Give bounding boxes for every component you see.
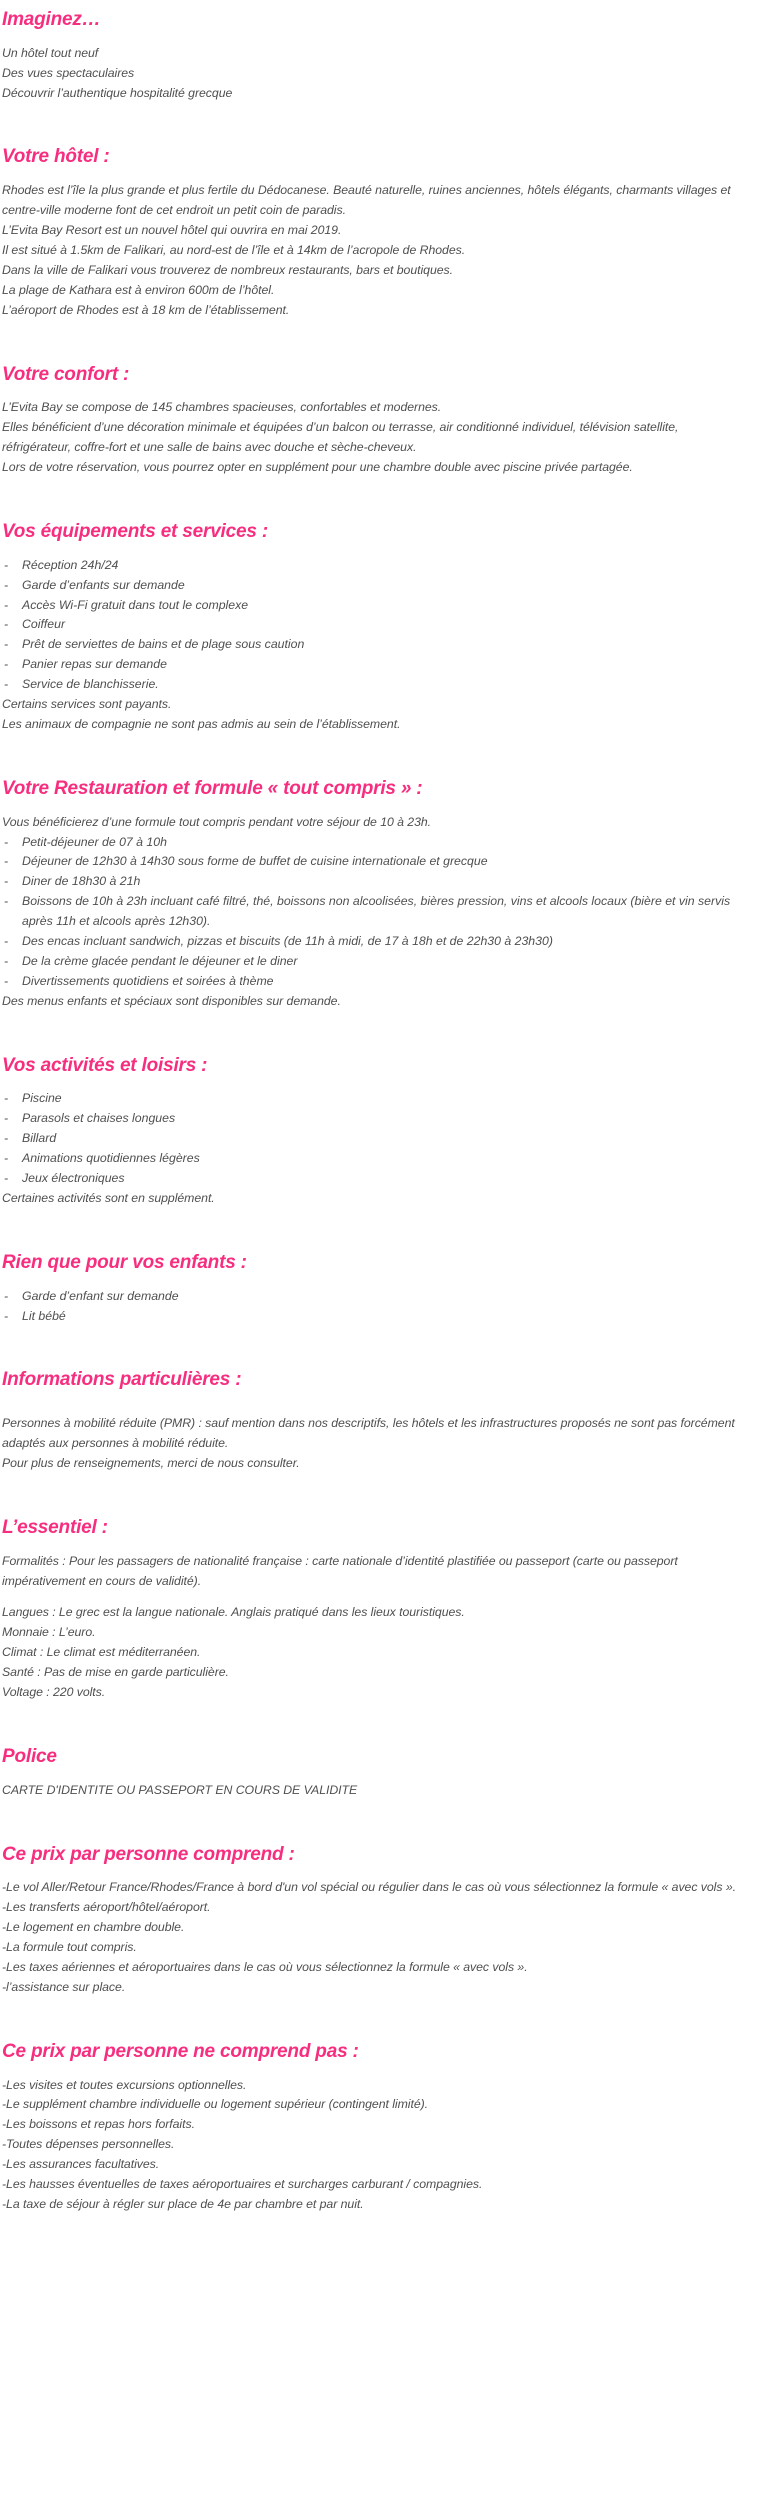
text-line: CARTE D'IDENTITE OU PASSEPORT EN COURS DE VALIDITE bbox=[2, 1782, 358, 1797]
text-line: -La taxe de séjour à régler sur place de 4e par chambre et par nuit. bbox=[2, 2197, 364, 2211]
list-item bbox=[2, 972, 750, 992]
list-item-label: Jeux électroniques bbox=[22, 1171, 125, 1186]
list-item bbox=[2, 952, 750, 972]
text-line: Climat : Le climat est méditerranéen. bbox=[2, 1645, 201, 1660]
text-note: Des menus enfants et spéciaux sont disponibles sur demande. bbox=[2, 993, 341, 1008]
text-line: -Le logement en chambre double. bbox=[2, 1920, 185, 1935]
section-police bbox=[2, 1745, 750, 1801]
section-enfants bbox=[2, 1251, 750, 1327]
list-item bbox=[2, 596, 750, 616]
list-item bbox=[2, 872, 750, 892]
dash-bullet-icon: - bbox=[4, 657, 9, 672]
list-item-label: Accès Wi-Fi gratuit dans tout le complexe bbox=[22, 597, 249, 612]
section-prix-comprend bbox=[2, 1843, 750, 1998]
dash-bullet-icon: - bbox=[4, 577, 9, 592]
text-paragraph: Elles bénéficient d’une décoration minimale et équipées d’un balcon ou terrasse, air conditionné individuel, télévision satellite, réfrigérateur, coffre-fort et une salle de bains avec douche et sèche-cheveux. bbox=[2, 420, 679, 455]
text-line: -l’assistance sur place. bbox=[2, 1979, 126, 1994]
list-item-label: Boissons de 10h à 23h incluant café filtré, thé, boissons non alcoolisées, bières pression, vins et alcools locaux (bière et vin servis après 11h et alcools après 12h30). bbox=[22, 894, 731, 929]
text-line: -Le vol Aller/Retour France/Rhodes/France à bord d'un vol spécial ou régulier dans le cas où vous sélectionnez la formule « avec vols ». bbox=[2, 1880, 736, 1895]
list-item bbox=[2, 833, 750, 853]
text-line: Découvrir l’authentique hospitalité grecque bbox=[2, 85, 233, 100]
list-item bbox=[2, 1109, 750, 1129]
list-item-label: Animations quotidiennes légères bbox=[22, 1151, 200, 1166]
list-item bbox=[2, 556, 750, 576]
dash-bullet-icon: - bbox=[4, 637, 9, 652]
text-line: -Les boissons et repas hors forfaits. bbox=[2, 2117, 195, 2132]
text-line: Santé : Pas de mise en garde particulière. bbox=[2, 1665, 229, 1680]
text-line: Pour plus de renseignements, merci de nous consulter. bbox=[2, 1455, 300, 1470]
list-item bbox=[2, 576, 750, 596]
section-essentiel bbox=[2, 1516, 750, 1703]
section-title-imaginez: Imaginez… bbox=[2, 9, 101, 30]
section-informations bbox=[2, 1368, 750, 1473]
list-item bbox=[2, 932, 750, 952]
list-item-label: Garde d’enfant sur demande bbox=[22, 1288, 179, 1303]
list-item-label: Lit bébé bbox=[22, 1308, 66, 1323]
text-line: La plage de Kathara est à environ 600m de l’hôtel. bbox=[2, 282, 275, 297]
text-line: Des vues spectaculaires bbox=[2, 65, 135, 80]
dash-bullet-icon: - bbox=[4, 1131, 9, 1146]
list-item bbox=[2, 1287, 750, 1307]
text-line: Lors de votre réservation, vous pourrez opter en supplément pour une chambre double avec piscine privée partagée. bbox=[2, 460, 633, 475]
section-imaginez bbox=[2, 8, 750, 103]
list-item-label: Divertissements quotidiens et soirées à thème bbox=[22, 973, 274, 988]
list-item-label: Coiffeur bbox=[22, 617, 66, 632]
list-item-label: Garde d’enfants sur demande bbox=[22, 577, 185, 592]
section-restauration bbox=[2, 777, 750, 1012]
list-item-label: Parasols et chaises longues bbox=[22, 1111, 176, 1126]
text-line: -Les visites et toutes excursions optionnelles. bbox=[2, 2077, 247, 2092]
dash-bullet-icon: - bbox=[4, 834, 9, 849]
list-item bbox=[2, 892, 750, 932]
section-title-prix-ne-comprend-pas: Ce prix par personne ne comprend pas : bbox=[2, 2040, 359, 2062]
list-item-label: Des encas incluant sandwich, pizzas et biscuits (de 11h à midi, de 17 à 18h et de 22h30 à 23h30) bbox=[22, 934, 553, 949]
dash-bullet-icon: - bbox=[4, 874, 9, 889]
text-note: Les animaux de compagnie ne sont pas admis au sein de l’établissement. bbox=[2, 716, 401, 731]
section-title-informations: Informations particulières : bbox=[2, 1369, 242, 1391]
equipements-list bbox=[2, 556, 750, 695]
dash-bullet-icon: - bbox=[4, 557, 9, 572]
list-item bbox=[2, 852, 750, 872]
text-line: -La formule tout compris. bbox=[2, 1940, 137, 1955]
text-line: Monnaie : L’euro. bbox=[2, 1625, 96, 1640]
restauration-list bbox=[2, 833, 750, 992]
activites-list bbox=[2, 1089, 750, 1189]
dash-bullet-icon: - bbox=[4, 677, 9, 692]
section-title-votre-confort: Votre confort : bbox=[2, 363, 130, 385]
text-line: L’aéroport de Rhodes est à 18 km de l’établissement. bbox=[2, 302, 290, 317]
section-votre-hotel bbox=[2, 145, 750, 320]
list-item bbox=[2, 1169, 750, 1189]
text-note: Certains services sont payants. bbox=[2, 697, 172, 712]
list-item-label: De la crème glacée pendant le déjeuner et le diner bbox=[22, 953, 298, 968]
text-line: -Les taxes aériennes et aéroportuaires dans le cas où vous sélectionnez la formule « avec vols ». bbox=[2, 1960, 528, 1974]
list-item bbox=[2, 1149, 750, 1169]
dash-bullet-icon: - bbox=[4, 1171, 9, 1186]
section-equipements bbox=[2, 520, 750, 735]
dash-bullet-icon: - bbox=[4, 973, 9, 988]
text-line: -Le supplément chambre individuelle ou logement supérieur (contingent limité). bbox=[2, 2097, 429, 2112]
enfants-list bbox=[2, 1287, 750, 1327]
section-title-enfants: Rien que pour vos enfants : bbox=[2, 1251, 247, 1273]
dash-bullet-icon: - bbox=[4, 597, 9, 612]
section-title-restauration: Votre Restauration et formule « tout compris » : bbox=[2, 777, 423, 799]
list-item-label: Réception 24h/24 bbox=[22, 557, 119, 572]
dash-bullet-icon: - bbox=[4, 934, 9, 949]
list-item bbox=[2, 1307, 750, 1327]
dash-bullet-icon: - bbox=[4, 1151, 9, 1166]
text-line: Langues : Le grec est la langue nationale. Anglais pratiqué dans les lieux touristiques. bbox=[2, 1605, 465, 1620]
text-line: Un hôtel tout neuf bbox=[2, 45, 99, 60]
list-item-label: Billard bbox=[22, 1131, 57, 1146]
list-item-label: Déjeuner de 12h30 à 14h30 sous forme de buffet de cuisine internationale et grecque bbox=[22, 854, 488, 869]
text-line: -Toutes dépenses personnelles. bbox=[2, 2137, 175, 2152]
section-activites bbox=[2, 1054, 750, 1209]
section-votre-confort bbox=[2, 363, 750, 478]
text-line: Voltage : 220 volts. bbox=[2, 1685, 106, 1700]
text-paragraph: Formalités : Pour les passagers de nationalité française : carte nationale d’identité plastifiée ou passeport (carte ou passeport impérativement en cours de validité). bbox=[2, 1553, 678, 1588]
dash-bullet-icon: - bbox=[4, 617, 9, 632]
list-item bbox=[2, 655, 750, 675]
text-line: Vous bénéficierez d’une formule tout compris pendant votre séjour de 10 à 23h. bbox=[2, 814, 432, 829]
list-item-label: Diner de 18h30 à 21h bbox=[22, 874, 141, 889]
text-line: -Les hausses éventuelles de taxes aéroportuaires et surcharges carburant / compagnies. bbox=[2, 2177, 483, 2192]
section-title-police: Police bbox=[2, 1745, 57, 1767]
list-item bbox=[2, 615, 750, 635]
text-line: L’Evita Bay Resort est un nouvel hôtel qui ouvrira en mai 2019. bbox=[2, 223, 342, 238]
dash-bullet-icon: - bbox=[4, 1111, 9, 1126]
text-note: Certaines activités sont en supplément. bbox=[2, 1190, 215, 1205]
list-item bbox=[2, 635, 750, 655]
section-title-votre-hotel: Votre hôtel : bbox=[2, 146, 110, 168]
text-line: L’Evita Bay se compose de 145 chambres spacieuses, confortables et modernes. bbox=[2, 400, 442, 415]
text-line: Dans la ville de Falikari vous trouverez de nombreux restaurants, bars et boutiques. bbox=[2, 262, 454, 277]
list-item-label: Panier repas sur demande bbox=[22, 657, 167, 672]
list-item-label: Piscine bbox=[22, 1091, 62, 1106]
dash-bullet-icon: - bbox=[4, 953, 9, 968]
list-item-label: Service de blanchisserie. bbox=[22, 677, 159, 692]
section-title-activites: Vos activités et loisirs : bbox=[2, 1054, 208, 1076]
dash-bullet-icon: - bbox=[4, 854, 9, 869]
text-line: -Les assurances facultatives. bbox=[2, 2157, 160, 2172]
dash-bullet-icon: - bbox=[4, 894, 9, 909]
text-paragraph: Personnes à mobilité réduite (PMR) : sauf mention dans nos descriptifs, les hôtels et les infrastructures proposés ne sont pas forcément adaptés aux personnes à mobilité réduite. bbox=[2, 1416, 735, 1451]
dash-bullet-icon: - bbox=[4, 1288, 9, 1303]
section-title-equipements: Vos équipements et services : bbox=[2, 520, 268, 542]
dash-bullet-icon: - bbox=[4, 1091, 9, 1106]
section-title-prix-comprend: Ce prix par personne comprend : bbox=[2, 1843, 295, 1865]
text-line: Il est situé à 1.5km de Falikari, au nord-est de l’île et à 14km de l’acropole de Rhodes. bbox=[2, 242, 466, 257]
list-item-label: Prêt de serviettes de bains et de plage sous caution bbox=[22, 637, 305, 652]
list-item bbox=[2, 1089, 750, 1109]
text-line: -Les transferts aéroport/hôtel/aéroport. bbox=[2, 1900, 211, 1915]
list-item bbox=[2, 675, 750, 695]
section-title-essentiel: L’essentiel : bbox=[2, 1516, 108, 1538]
list-item-label: Petit-déjeuner de 07 à 10h bbox=[22, 834, 167, 849]
dash-bullet-icon: - bbox=[4, 1308, 9, 1323]
text-paragraph: Rhodes est l’île la plus grande et plus fertile du Dédocanese. Beauté naturelle, ruines anciennes, hôtels élégants, charmants villages et centre-ville moderne font de cet endroit un petit coin de paradis. bbox=[2, 183, 731, 218]
section-prix-ne-comprend-pas bbox=[2, 2040, 750, 2215]
list-item bbox=[2, 1129, 750, 1149]
